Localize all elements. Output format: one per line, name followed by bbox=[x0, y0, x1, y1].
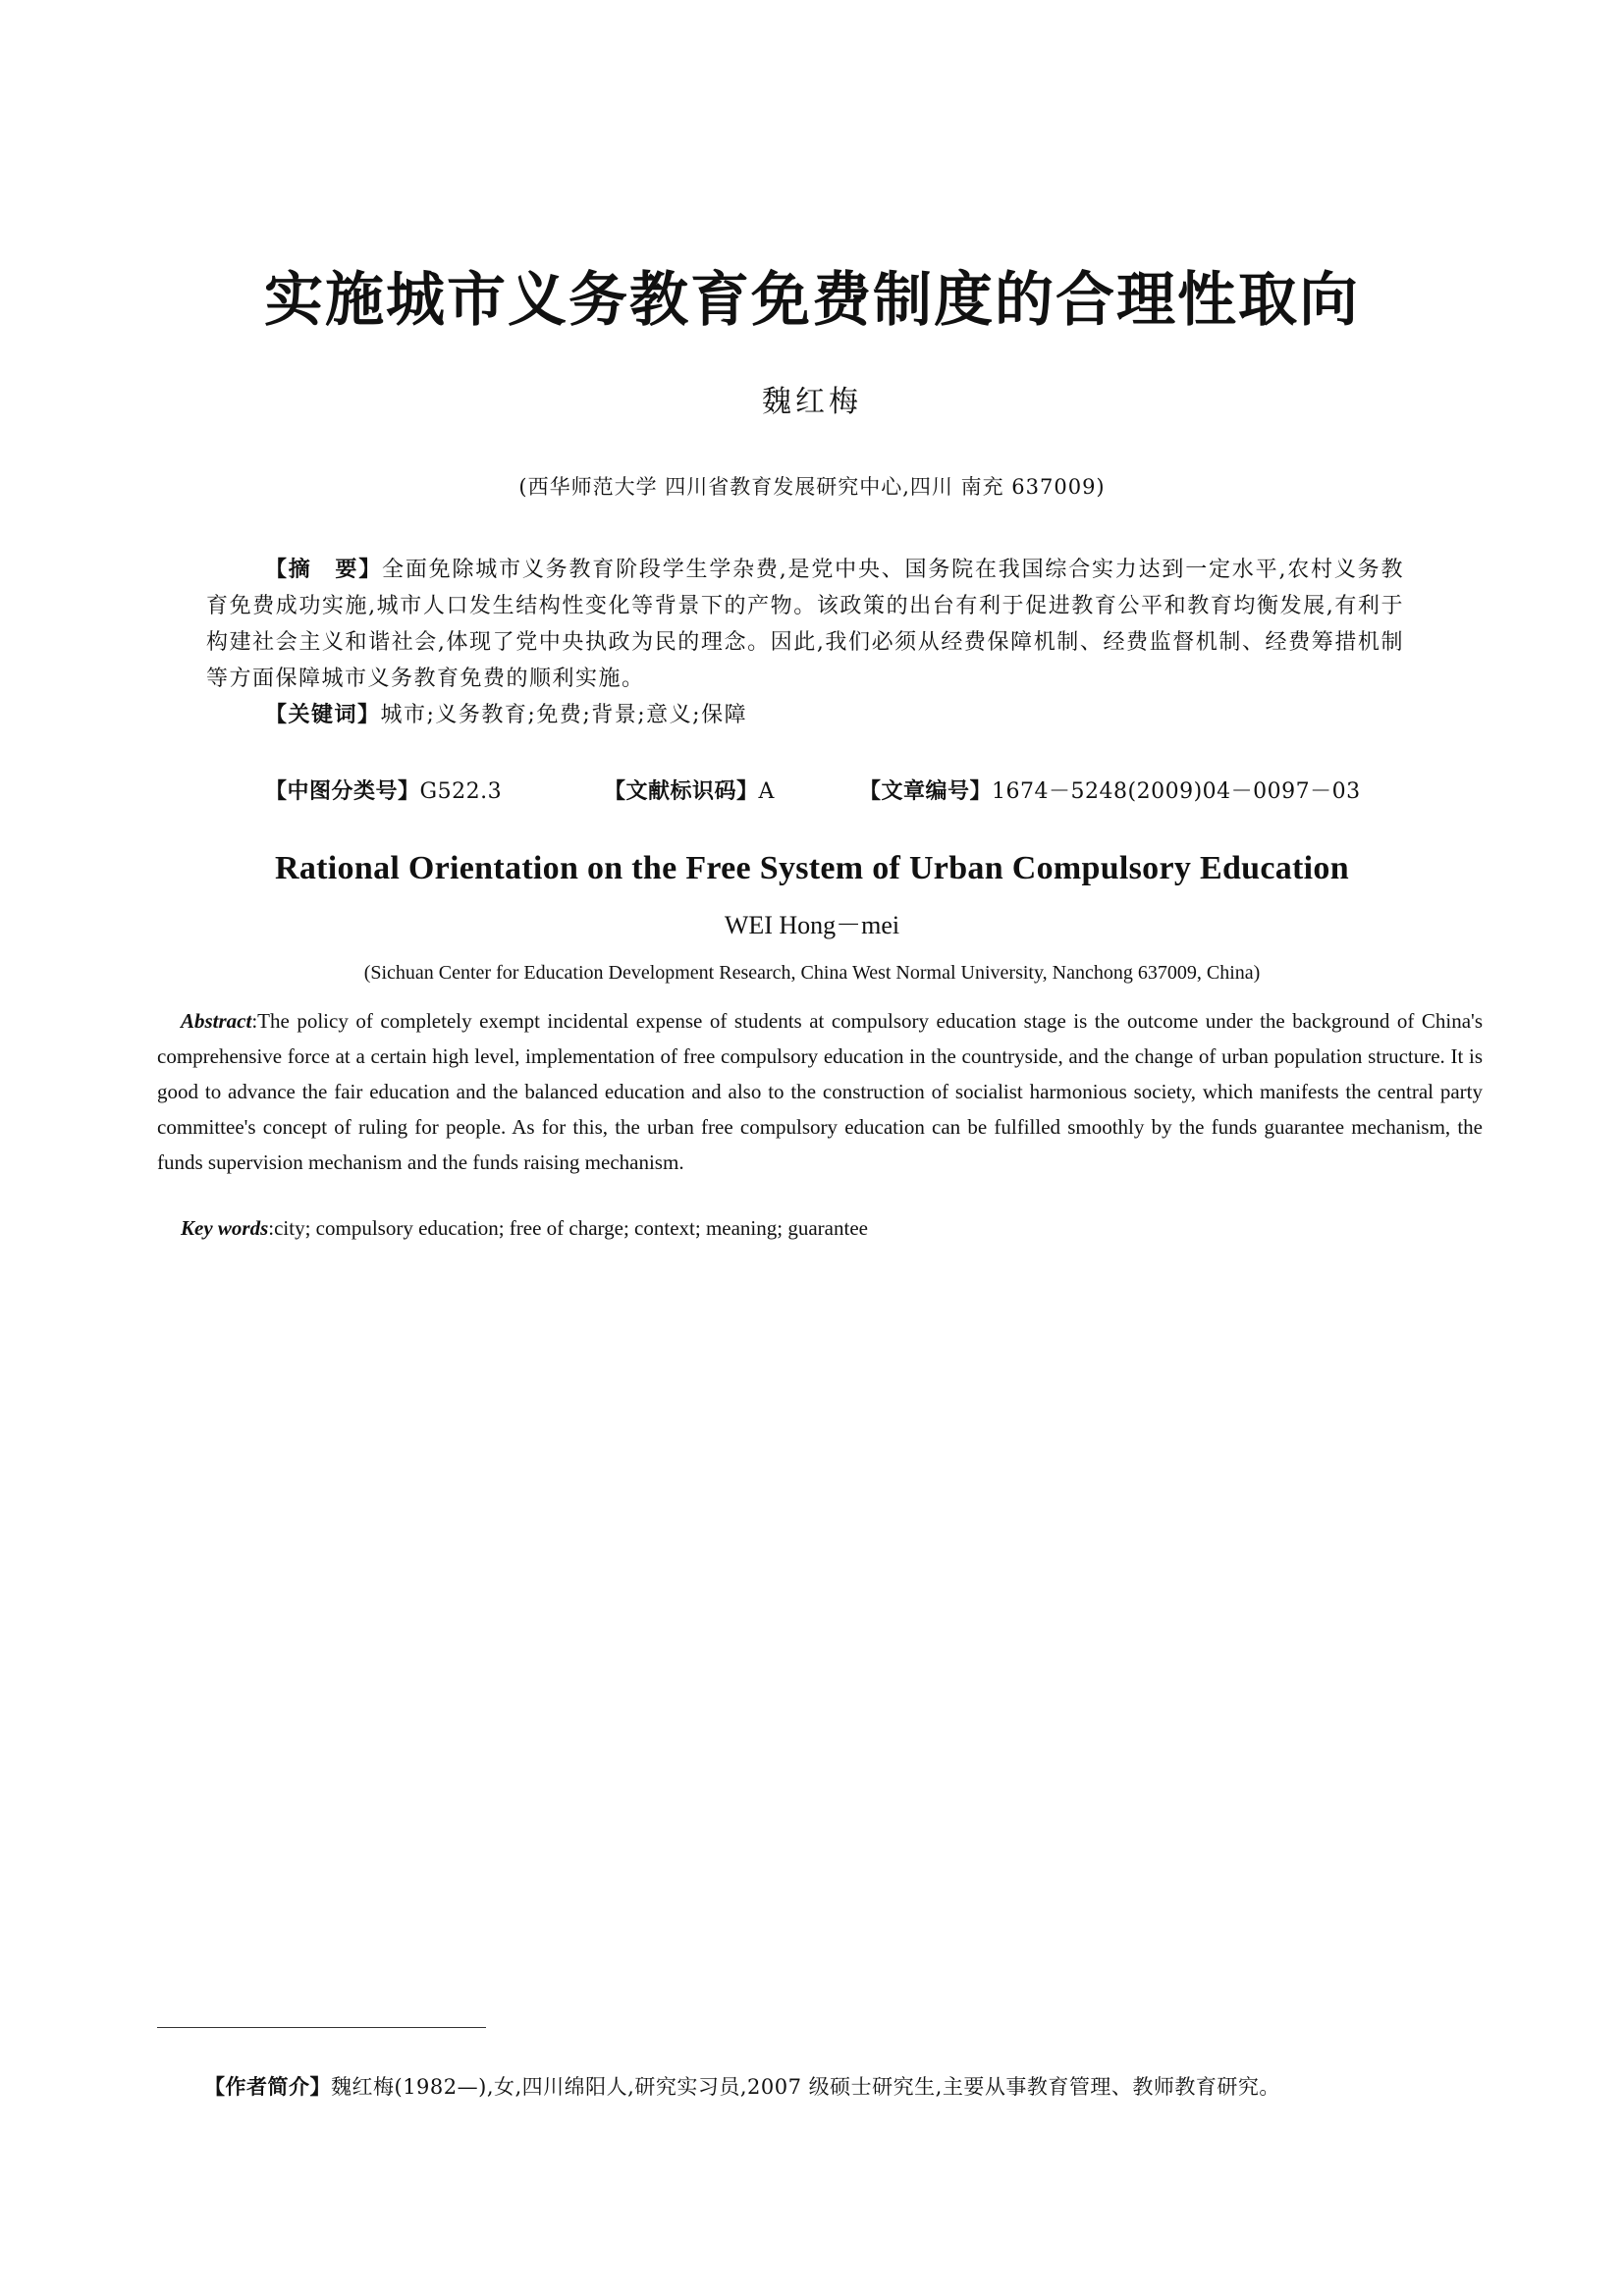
author-name-cn: 魏红梅 bbox=[762, 385, 862, 419]
footnote-text: 魏红梅(1982—),女,四川绵阳人,研究实习员,2007 级硕士研究生,主要从事教育管理、教师教育研究。 bbox=[331, 2075, 1280, 2099]
abstract-cn-label: 【摘 要】 bbox=[265, 558, 383, 582]
article-value: 1674－5248(2009)04－0097－03 bbox=[992, 779, 1361, 804]
footnote-divider bbox=[157, 2027, 486, 2028]
keywords-cn-text: 城市;义务教育;免费;背景;意义;保障 bbox=[380, 703, 748, 727]
affiliation-cn: (西华师范大学 四川省教育发展研究中心,四川 南充 637009) bbox=[518, 475, 1106, 499]
article-label: 【文章编号】 bbox=[859, 779, 993, 804]
abstract-en-label: Abstract bbox=[181, 1009, 252, 1033]
abstract-en bbox=[157, 1003, 1483, 1180]
doc-label: 【文献标识码】 bbox=[604, 779, 759, 804]
affiliation-en: (Sichuan Center for Education Development Research, China West Normal University, Nanchong 637009, China) bbox=[363, 962, 1261, 984]
footnote-label: 【作者简介】 bbox=[204, 2075, 331, 2099]
abstract-en-text: :The policy of completely exempt incidental expense of students at compulsory education stage is the outcome under the background of China's comprehensive force at a certain high level, implementation of free compulsory education in the countryside, and the change of urban population structure. It is good to advance the fair education and the balanced education and also to the construction of socialist harmonious society, which manifests the central party committee's concept of ruling for people. As for this, the urban free compulsory education can be fulfilled smoothly by the funds guarantee mechanism, the funds supervision mechanism and the funds raising mechanism. bbox=[157, 1009, 1483, 1174]
paper-title-cn: 实施城市义务教育免费制度的合理性取向 bbox=[264, 266, 1360, 335]
article-number bbox=[859, 774, 1361, 805]
abstract-cn-text: 全面免除城市义务教育阶段学生学杂费,是党中央、国务院在我国综合实力达到一定水平,农村义务教育免费成功实施,城市人口发生结构性变化等背景下的产物。该政策的出台有利于促进教育公平和教育均衡发展,有利于构建社会主义和谐社会,体现了党中央执政为民的理念。因此,我们必须从经费保障机制、经费监督机制、经费筹措机制等方面保障城市义务教育免费的顺利实施。 bbox=[206, 558, 1404, 691]
paper-title-en: Rational Orientation on the Free System of Urban Compulsory Education bbox=[275, 850, 1349, 886]
clc-number bbox=[265, 774, 502, 805]
keywords-en-text: :city; compulsory education; free of charge; context; meaning; guarantee bbox=[268, 1216, 868, 1240]
author-footnote bbox=[204, 2071, 1481, 2101]
keywords-en bbox=[181, 1216, 1487, 1241]
keywords-cn bbox=[265, 698, 1404, 728]
document-code bbox=[604, 774, 775, 805]
keywords-cn-label: 【关键词】 bbox=[265, 703, 381, 727]
abstract-cn bbox=[206, 552, 1404, 697]
clc-value: G522.3 bbox=[419, 779, 503, 804]
keywords-en-label: Key words bbox=[181, 1216, 269, 1240]
doc-value: A bbox=[758, 779, 775, 804]
author-name-en: WEI Hong－mei bbox=[724, 911, 900, 939]
clc-label: 【中图分类号】 bbox=[265, 779, 420, 804]
